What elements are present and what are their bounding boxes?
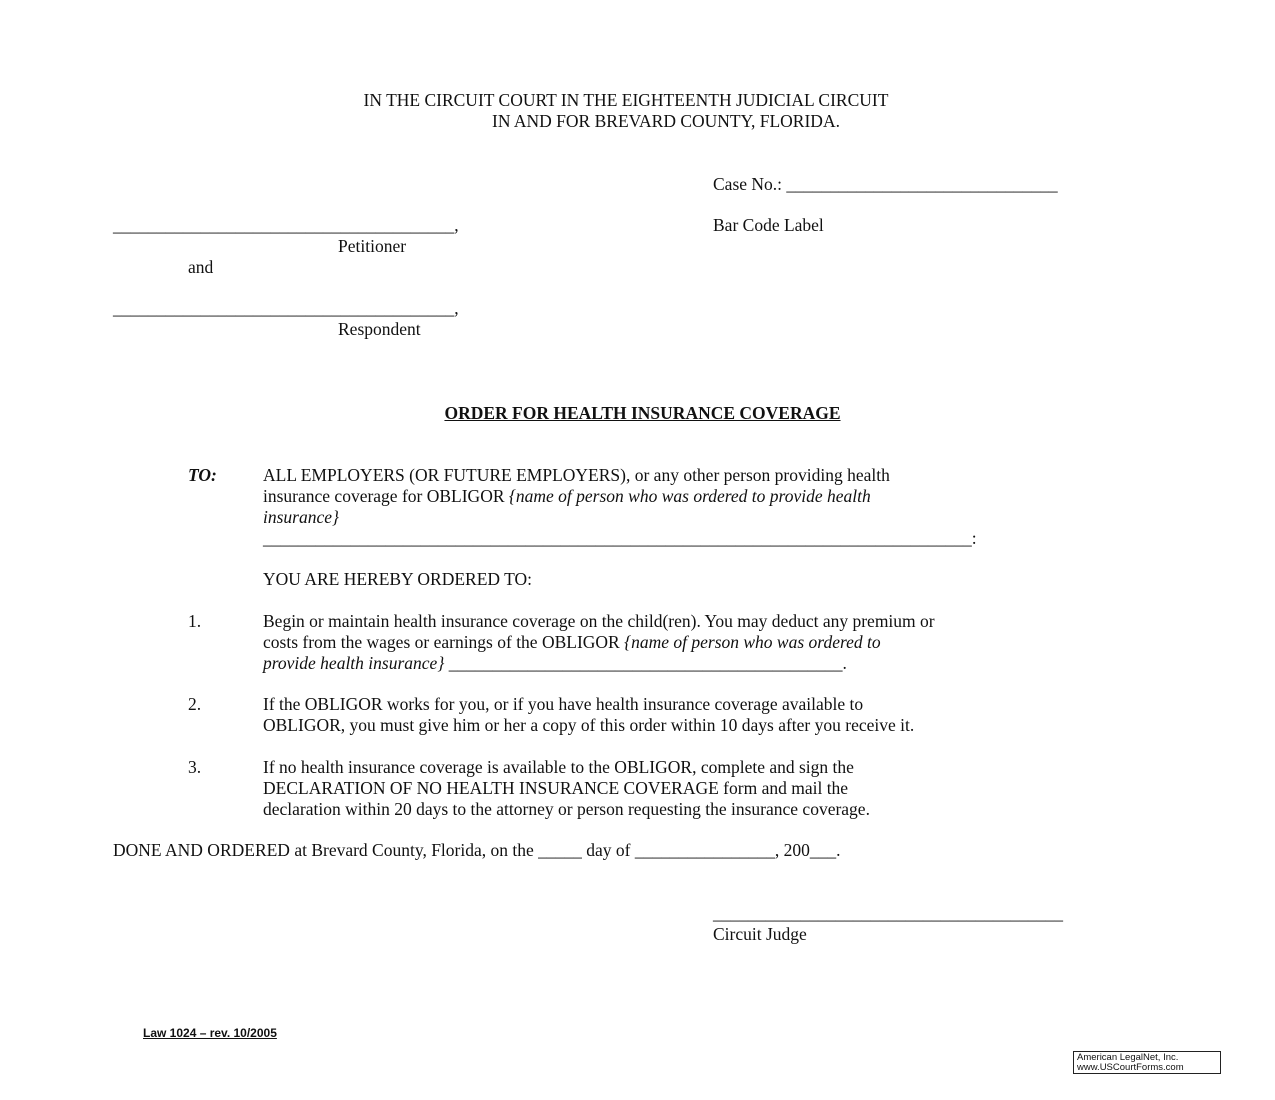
item-1-line2: [263, 632, 881, 653]
ordered-heading: YOU ARE HEREBY ORDERED TO:: [263, 569, 532, 589]
done-and-ordered-line[interactable]: DONE AND ORDERED at Brevard County, Florida, on the _____ day of ________________, 200___.: [113, 840, 841, 860]
item-1-line2-italic: {name of person who was ordered to: [624, 632, 881, 652]
item-1-line3: [263, 653, 847, 674]
to-text-line3: insurance}: [263, 507, 340, 527]
to-text-line1: ALL EMPLOYERS (OR FUTURE EMPLOYERS), or any other person providing health: [263, 465, 890, 485]
publisher-stamp: [1073, 1051, 1221, 1074]
bar-code-label: Bar Code Label: [713, 215, 824, 235]
to-text-line2-plain: insurance coverage for OBLIGOR: [263, 486, 509, 506]
item-3-number: 3.: [188, 757, 202, 777]
court-heading-line2: IN AND FOR BREVARD COUNTY, FLORIDA.: [492, 111, 840, 131]
respondent-label: Respondent: [338, 319, 421, 339]
document-title: ORDER FOR HEALTH INSURANCE COVERAGE: [444, 403, 841, 423]
item-3-line3: declaration within 20 days to the attorney or person requesting the insurance coverage.: [263, 799, 870, 819]
judge-signature-line[interactable]: ________________________________________: [713, 903, 1063, 923]
item-1-line2-plain: costs from the wages or earnings of the OBLIGOR: [263, 632, 625, 652]
obligor-name-blank[interactable]: _________________________________________________________________________________:: [263, 528, 977, 548]
publisher-url: www.USCourtForms.com: [1077, 1062, 1184, 1073]
item-2-line1: If the OBLIGOR works for you, or if you have health insurance coverage available to: [263, 694, 864, 714]
circuit-judge-label: Circuit Judge: [713, 924, 807, 944]
form-code: Law 1024 – rev. 10/2005: [143, 1026, 277, 1040]
publisher-name: American LegalNet, Inc.: [1077, 1052, 1179, 1063]
to-text-line2-italic: {name of person who was ordered to provide health: [508, 486, 871, 506]
item-1-line3-italic: provide health insurance}: [263, 653, 445, 673]
item-1-number: 1.: [188, 611, 202, 631]
item-1-obligor-blank[interactable]: _____________________________________________.: [444, 653, 847, 673]
case-number-blank[interactable]: _______________________________: [786, 174, 1058, 194]
petitioner-label: Petitioner: [338, 236, 407, 256]
item-3-line1: If no health insurance coverage is available to the OBLIGOR, complete and sign the: [263, 757, 854, 777]
to-text-line2: [263, 486, 871, 507]
petitioner-blank[interactable]: _______________________________________,: [113, 215, 459, 235]
respondent-blank[interactable]: _______________________________________,: [113, 298, 459, 318]
item-1-line1: Begin or maintain health insurance coverage on the child(ren). You may deduct any premium or: [263, 611, 935, 631]
case-number-label: Case No.:: [713, 174, 787, 194]
and-label: and: [188, 257, 214, 277]
case-number-field: [713, 174, 1058, 195]
item-2-number: 2.: [188, 694, 202, 714]
item-2-line2: OBLIGOR, you must give him or her a copy of this order within 10 days after you receive it.: [263, 715, 915, 735]
to-label: TO:: [188, 465, 217, 485]
item-3-line2: DECLARATION OF NO HEALTH INSURANCE COVERAGE form and mail the: [263, 778, 849, 798]
court-heading-line1: IN THE CIRCUIT COURT IN THE EIGHTEENTH JUDICIAL CIRCUIT: [363, 90, 889, 110]
